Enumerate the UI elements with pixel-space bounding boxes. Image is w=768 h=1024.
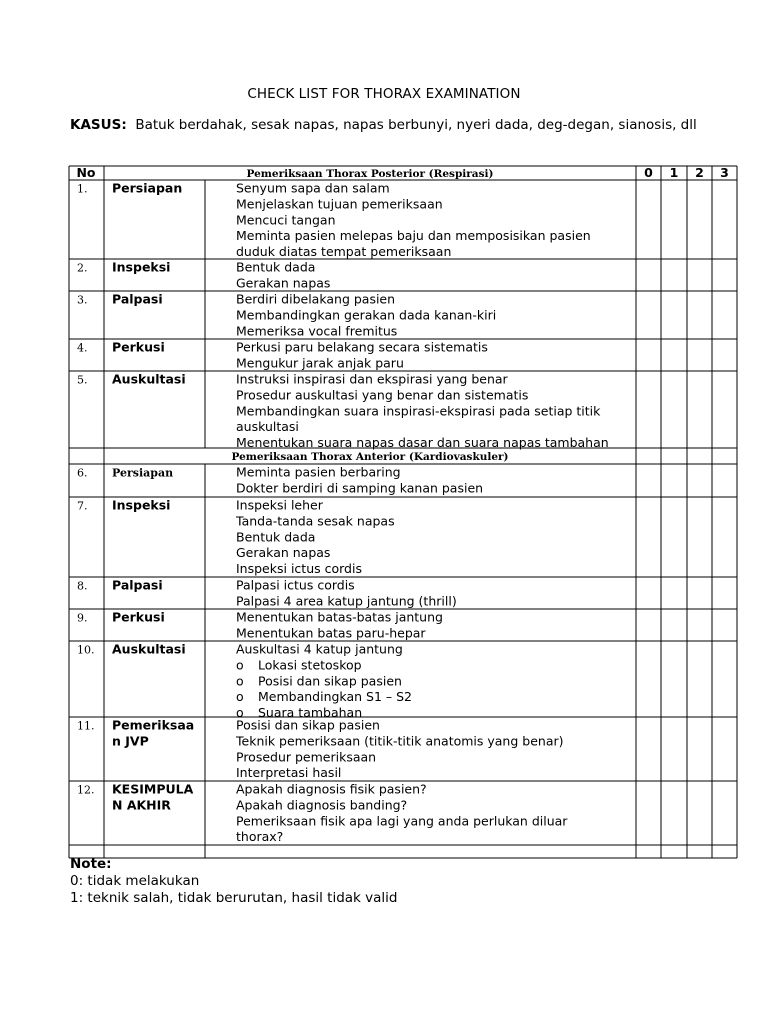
- score-cell-4-0[interactable]: [637, 340, 661, 371]
- section-label: N AKHIR: [112, 797, 171, 813]
- checklist-item: Apakah diagnosis banding?: [236, 797, 408, 813]
- checklist-item: Memeriksa vocal fremitus: [236, 323, 398, 339]
- checklist-item: Teknik pemeriksaan (titik-titik anatomis yang benar): [236, 733, 564, 749]
- score-cell-2-3[interactable]: [713, 260, 737, 291]
- bullet-marker: o: [236, 705, 244, 721]
- section-label: Palpasi: [112, 291, 163, 307]
- score-cell-11-1[interactable]: [662, 718, 687, 781]
- score-cell-3-1[interactable]: [662, 292, 687, 339]
- score-cell-2-2[interactable]: [688, 260, 712, 291]
- score-cell-12-3[interactable]: [713, 782, 737, 845]
- score-cell-5-1[interactable]: [662, 372, 687, 448]
- score-cell-5-3[interactable]: [713, 372, 737, 448]
- row-number: 10.: [77, 643, 95, 657]
- section-label: n JVP: [112, 733, 149, 749]
- checklist-item: Gerakan napas: [236, 275, 331, 291]
- checklist-item: Meminta pasien berbaring: [236, 464, 401, 480]
- checklist-item: Menentukan suara napas dasar dan suara napas tambahan: [236, 435, 609, 451]
- checklist-item: Inspeksi ictus cordis: [236, 561, 362, 577]
- checklist-item: Meminta pasien melepas baju dan memposisikan pasien: [236, 228, 591, 244]
- score-cell-8-3[interactable]: [713, 578, 737, 609]
- section-label: Auskultasi: [112, 371, 186, 387]
- case-label: KASUS:: [70, 117, 127, 133]
- checklist-item: Palpasi 4 area katup jantung (thrill): [236, 593, 457, 609]
- section-label: Perkusi: [112, 339, 165, 355]
- checklist-item: Menjelaskan tujuan pemeriksaan: [236, 196, 443, 212]
- row-number: 8.: [77, 579, 88, 593]
- score-cell-1-0[interactable]: [637, 181, 661, 259]
- score-cell-6-2[interactable]: [688, 465, 712, 497]
- score-cell-9-0[interactable]: [637, 610, 661, 641]
- notes: [70, 856, 398, 907]
- checklist-item: Posisi dan sikap pasien: [258, 673, 402, 689]
- section-label: Pemeriksaa: [112, 717, 195, 733]
- score-cell-7-1[interactable]: [662, 498, 687, 577]
- checklist-item: Tanda-tanda sesak napas: [236, 513, 395, 529]
- checklist-item: Interpretasi hasil: [236, 765, 342, 781]
- section-label: Palpasi: [112, 577, 163, 593]
- row-number: 12.: [77, 783, 95, 797]
- score-cell-5-0[interactable]: [637, 372, 661, 448]
- row-number: 3.: [77, 293, 88, 307]
- score-cell-10-0[interactable]: [637, 642, 661, 717]
- checklist-item: Gerakan napas: [236, 545, 331, 561]
- checklist-item: Pemeriksaan fisik apa lagi yang anda perlukan diluar: [236, 813, 568, 829]
- score-cell-9-3[interactable]: [713, 610, 737, 641]
- score-cell-10-3[interactable]: [713, 642, 737, 717]
- checklist-item: Membandingkan suara inspirasi-ekspirasi pada setiap titik: [236, 403, 601, 419]
- score-cell-3-3[interactable]: [713, 292, 737, 339]
- section-label: Inspeksi: [112, 497, 171, 513]
- score-cell-1-3[interactable]: [713, 181, 737, 259]
- score-cell-11-3[interactable]: [713, 718, 737, 781]
- section-label: Perkusi: [112, 609, 165, 625]
- row-number: 11.: [77, 719, 95, 733]
- checklist-item: Dokter berdiri di samping kanan pasien: [236, 480, 484, 496]
- checklist-item: Prosedur pemeriksaan: [236, 749, 377, 765]
- header-posterior: Pemeriksaan Thorax Posterior (Respirasi): [246, 168, 494, 180]
- checklist-item: Menentukan batas-batas jantung: [236, 609, 443, 625]
- checklist-item: Membandingkan S1 – S2: [258, 689, 412, 705]
- checklist-item: Instruksi inspirasi dan ekspirasi yang benar: [236, 371, 508, 387]
- checklist-item: Senyum sapa dan salam: [236, 180, 390, 196]
- score-cell-10-1[interactable]: [662, 642, 687, 717]
- score-cell-4-2[interactable]: [688, 340, 712, 371]
- score-cell-3-0[interactable]: [637, 292, 661, 339]
- checklist-item: Prosedur auskultasi yang benar dan sistematis: [236, 387, 529, 403]
- row-number: 4.: [77, 341, 88, 355]
- notes-title: Note:: [70, 856, 112, 872]
- score-cell-12-1[interactable]: [662, 782, 687, 845]
- checklist-item: Mencuci tangan: [236, 212, 336, 228]
- case-text: Batuk berdahak, sesak napas, napas berbunyi, nyeri dada, deg-degan, sianosis, dll: [135, 117, 697, 133]
- score-cell-10-2[interactable]: [688, 642, 712, 717]
- bullet-marker: o: [236, 673, 244, 689]
- score-cell-7-0[interactable]: [637, 498, 661, 577]
- checklist-item: Perkusi paru belakang secara sistematis: [236, 339, 488, 355]
- checklist-item: Menentukan batas paru-hepar: [236, 625, 426, 641]
- header-score-1: 1: [669, 165, 679, 180]
- score-cell-4-3[interactable]: [713, 340, 737, 371]
- section-label: Inspeksi: [112, 259, 171, 275]
- header-score-3: 3: [720, 165, 729, 180]
- score-cell-1-2[interactable]: [688, 181, 712, 259]
- score-cell-7-3[interactable]: [713, 498, 737, 577]
- header-anterior: Pemeriksaan Thorax Anterior (Kardiovaskuler): [231, 451, 509, 463]
- row-number: 6.: [77, 466, 88, 480]
- score-cell-6-3[interactable]: [713, 465, 737, 497]
- score-cell-12-2[interactable]: [688, 782, 712, 845]
- score-cell-11-2[interactable]: [688, 718, 712, 781]
- checklist-item: Posisi dan sikap pasien: [236, 717, 380, 733]
- score-cell-9-2[interactable]: [688, 610, 712, 641]
- score-cell-1-1[interactable]: [662, 181, 687, 259]
- checklist-item: Auskultasi 4 katup jantung: [236, 641, 403, 657]
- bullet-marker: o: [236, 689, 244, 705]
- section-label: Persiapan: [112, 180, 183, 196]
- checklist-item: Palpasi ictus cordis: [236, 577, 355, 593]
- score-cell-12-0[interactable]: [637, 782, 661, 845]
- checklist-item: Berdiri dibelakang pasien: [236, 291, 396, 307]
- row-number: 9.: [77, 611, 88, 625]
- header-score-2: 2: [695, 165, 704, 180]
- row-number: 2.: [77, 261, 88, 275]
- section-label: KESIMPULA: [112, 781, 194, 797]
- row-number: 7.: [77, 499, 88, 513]
- section-label: Persiapan: [112, 466, 174, 480]
- score-cell-6-1[interactable]: [662, 465, 687, 497]
- checklist-item: Apakah diagnosis fisik pasien?: [236, 781, 427, 797]
- score-cell-11-0[interactable]: [637, 718, 661, 781]
- score-cell-6-0[interactable]: [637, 465, 661, 497]
- checklist-item: duduk diatas tempat pemeriksaan: [236, 244, 452, 260]
- checklist-item: Bentuk dada: [236, 529, 316, 545]
- header-score-0: 0: [644, 165, 653, 180]
- score-cell-3-2[interactable]: [688, 292, 712, 339]
- checklist-item: Mengukur jarak anjak paru: [236, 355, 404, 371]
- checklist-item: Membandingkan gerakan dada kanan-kiri: [236, 307, 497, 323]
- checklist-item: Suara tambahan: [258, 705, 363, 721]
- checklist-item: Bentuk dada: [236, 259, 316, 275]
- note-line: 1: teknik salah, tidak berurutan, hasil tidak valid: [70, 890, 398, 906]
- row-number: 5.: [77, 373, 88, 387]
- score-cell-2-1[interactable]: [662, 260, 687, 291]
- checklist-item: Inspeksi leher: [236, 497, 323, 513]
- page-title: CHECK LIST FOR THORAX EXAMINATION: [247, 86, 521, 102]
- score-cell-2-0[interactable]: [637, 260, 661, 291]
- header-no: No: [76, 165, 96, 180]
- score-cell-8-0[interactable]: [637, 578, 661, 609]
- checklist-item: auskultasi: [236, 419, 299, 435]
- section-label: Auskultasi: [112, 641, 186, 657]
- score-cell-9-1[interactable]: [662, 610, 687, 641]
- row-number: 1.: [77, 182, 88, 196]
- bullet-marker: o: [236, 657, 244, 673]
- score-cell-8-1[interactable]: [662, 578, 687, 609]
- score-cell-4-1[interactable]: [662, 340, 687, 371]
- note-line: 0: tidak melakukan: [70, 873, 200, 889]
- score-cell-7-2[interactable]: [688, 498, 712, 577]
- score-cell-5-2[interactable]: [688, 372, 712, 448]
- checklist-item: Lokasi stetoskop: [258, 657, 362, 673]
- checklist-item: thorax?: [236, 829, 284, 845]
- score-cell-8-2[interactable]: [688, 578, 712, 609]
